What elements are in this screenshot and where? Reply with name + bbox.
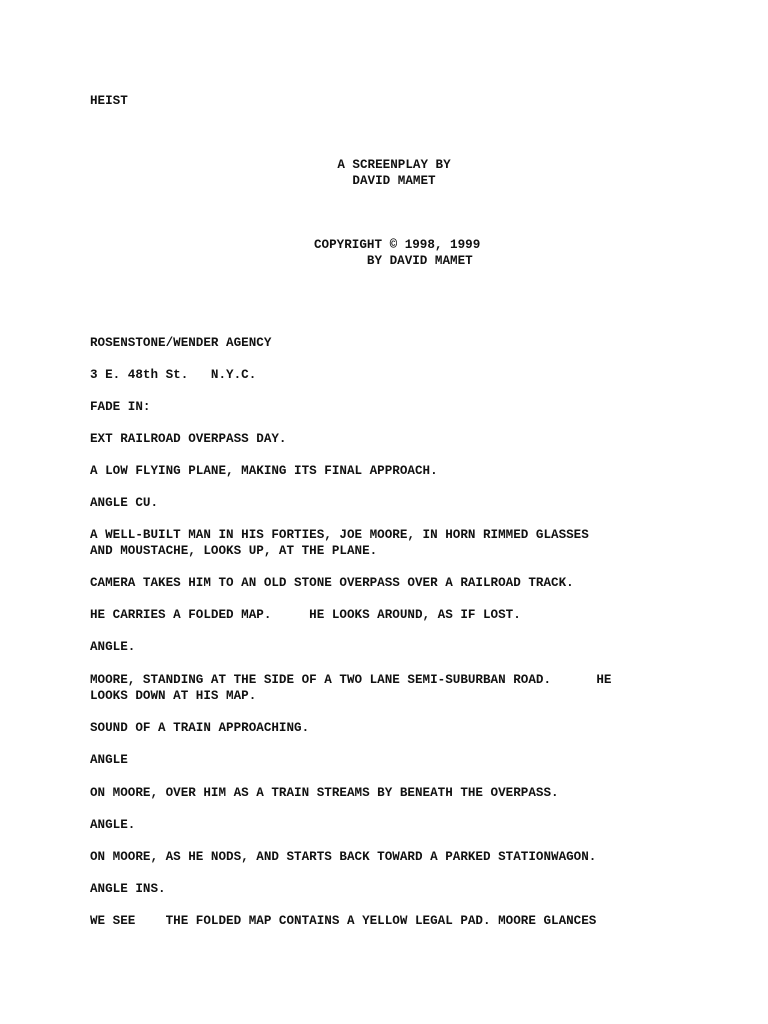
body-line: ANGLE CU. [90,496,159,510]
body-line: ANGLE. [90,640,136,654]
body-line: EXT RAILROAD OVERPASS DAY. [90,432,287,446]
body-line: ON MOORE, AS HE NODS, AND STARTS BACK TOWARD A PARKED STATIONWAGON. [90,850,597,864]
body-line: A LOW FLYING PLANE, MAKING ITS FINAL APPROACH. [90,464,438,478]
body-line: FADE IN: [90,400,151,414]
body-line: CAMERA TAKES HIM TO AN OLD STONE OVERPASS OVER A RAILROAD TRACK. [90,576,574,590]
body-line: HE CARRIES A FOLDED MAP. HE LOOKS AROUND, AS IF LOST. [90,608,521,622]
body-line: ANGLE INS. [90,882,166,896]
byline-line-1: A SCREENPLAY BY [337,158,451,172]
copyright-author: BY DAVID MAMET [314,254,473,268]
body-line: AND MOUSTACHE, LOOKS UP, AT THE PLANE. [90,544,378,558]
screenplay-title: HEIST [90,94,128,108]
body-line: SOUND OF A TRAIN APPROACHING. [90,721,310,735]
body-line: ANGLE. [90,818,136,832]
body-line: ON MOORE, OVER HIM AS A TRAIN STREAMS BY BENEATH THE OVERPASS. [90,786,559,800]
agency-address: 3 E. 48th St. N.Y.C. [90,368,257,382]
copyright-line: COPYRIGHT © 1998, 1999 [314,238,481,252]
body-line: LOOKS DOWN AT HIS MAP. [90,689,257,703]
body-line: ANGLE [90,753,128,767]
agency-name: ROSENSTONE/WENDER AGENCY [90,336,272,350]
body-line: A WELL-BUILT MAN IN HIS FORTIES, JOE MOORE, IN HORN RIMMED GLASSES [90,528,589,542]
body-line: MOORE, STANDING AT THE SIDE OF A TWO LANE SEMI-SUBURBAN ROAD. HE [90,673,612,687]
body-line: WE SEE THE FOLDED MAP CONTAINS A YELLOW LEGAL PAD. MOORE GLANCES [90,914,597,928]
byline-author: DAVID MAMET [352,174,436,188]
